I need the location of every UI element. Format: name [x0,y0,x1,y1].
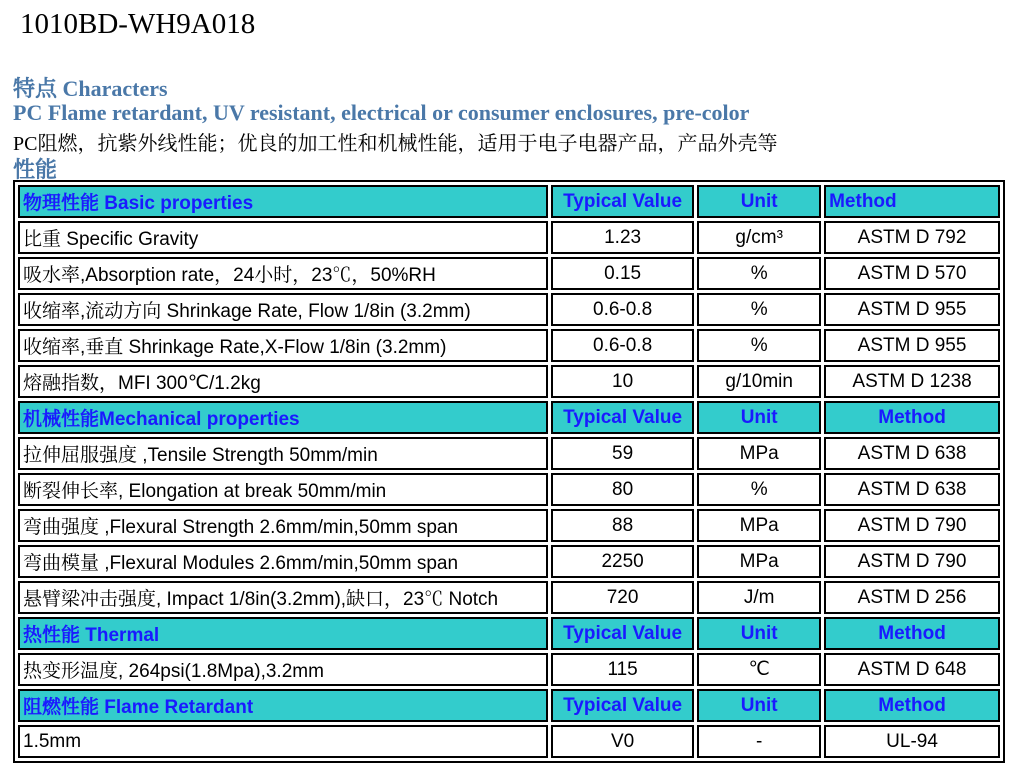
table-row [18,653,1000,686]
typical-value: 1.23 [551,221,694,254]
typical-value: V0 [551,725,694,758]
unit: MPa [697,509,821,542]
property-name: 弯曲模量 ,Flexural Modules 2.6mm/min,50mm span [18,545,548,578]
table-row [18,473,1000,506]
method: ASTM D 955 [824,329,1000,362]
unit: ℃ [697,653,821,686]
col-method: Method [824,617,1000,650]
unit: % [697,329,821,362]
section-header-flame-retardant [18,689,1000,722]
typical-value: 115 [551,653,694,686]
property-name: 吸水率,Absorption rate，24小时，23℃，50%RH [18,257,548,290]
section-title: 物理性能 Basic properties [18,185,548,218]
typical-value: 0.15 [551,257,694,290]
method: ASTM D 256 [824,581,1000,614]
col-typical-value: Typical Value [551,617,694,650]
method: ASTM D 638 [824,437,1000,470]
property-name: 比重 Specific Gravity [18,221,548,254]
unit: - [697,725,821,758]
col-unit: Unit [697,617,821,650]
method: ASTM D 790 [824,509,1000,542]
section-title: 机械性能Mechanical properties [18,401,548,434]
summary-english: PC Flame retardant, UV resistant, electrical or consumer enclosures, pre-color [13,100,750,125]
col-method: Method [824,689,1000,722]
typical-value: 80 [551,473,694,506]
table-row [18,221,1000,254]
typical-value: 88 [551,509,694,542]
col-method: Method [824,185,1000,218]
unit: % [697,293,821,326]
col-unit: Unit [697,689,821,722]
property-name: 弯曲强度 ,Flexural Strength 2.6mm/min,50mm span [18,509,548,542]
section-title: 阻燃性能 Flame Retardant [18,689,548,722]
section-header-thermal [18,617,1000,650]
typical-value: 0.6-0.8 [551,329,694,362]
unit: g/10min [697,365,821,398]
unit: MPa [697,545,821,578]
typical-value: 59 [551,437,694,470]
property-name: 1.5mm [18,725,548,758]
typical-value: 0.6-0.8 [551,293,694,326]
table-row [18,293,1000,326]
method: ASTM D 570 [824,257,1000,290]
property-name: 熔融指数，MFI 300℃/1.2kg [18,365,548,398]
col-method: Method [824,401,1000,434]
summary-chinese: PC阻燃，抗紫外线性能；优良的加工性和机械性能，适用于电子电器产品，产品外壳等 [13,133,778,155]
characters-heading: 特点 Characters [13,76,168,101]
unit: MPa [697,437,821,470]
typical-value: 10 [551,365,694,398]
property-name: 拉伸屈服强度 ,Tensile Strength 50mm/min [18,437,548,470]
unit: % [697,473,821,506]
col-typical-value: Typical Value [551,185,694,218]
unit: % [697,257,821,290]
unit: g/cm³ [697,221,821,254]
method: ASTM D 955 [824,293,1000,326]
property-name: 热变形温度, 264psi(1.8Mpa),3.2mm [18,653,548,686]
property-name: 断裂伸长率, Elongation at break 50mm/min [18,473,548,506]
typical-value: 720 [551,581,694,614]
property-name: 悬臂梁冲击强度, Impact 1/8in(3.2mm),缺口，23℃ Notch [18,581,548,614]
property-name: 收缩率,垂直 Shrinkage Rate,X-Flow 1/8in (3.2mm) [18,329,548,362]
properties-heading: 性能 [13,157,58,182]
typical-value: 2250 [551,545,694,578]
col-unit: Unit [697,185,821,218]
section-header-mechanical [18,401,1000,434]
col-typical-value: Typical Value [551,401,694,434]
method: UL-94 [824,725,1000,758]
method: ASTM D 638 [824,473,1000,506]
unit: J/m [697,581,821,614]
method: ASTM D 792 [824,221,1000,254]
method: ASTM D 790 [824,545,1000,578]
table-row [18,725,1000,758]
property-name: 收缩率,流动方向 Shrinkage Rate, Flow 1/8in (3.2mm) [18,293,548,326]
method: ASTM D 648 [824,653,1000,686]
col-typical-value: Typical Value [551,689,694,722]
section-header-basic [18,185,1000,218]
table-row [18,329,1000,362]
table-row [18,437,1000,470]
section-title: 热性能 Thermal [18,617,548,650]
table-row [18,257,1000,290]
product-code-title: 1010BD-WH9A018 [20,8,256,40]
method: ASTM D 1238 [824,365,1000,398]
table-row [18,581,1000,614]
table-row [18,509,1000,542]
properties-table [13,180,1005,763]
col-unit: Unit [697,401,821,434]
table-row [18,365,1000,398]
table-row [18,545,1000,578]
